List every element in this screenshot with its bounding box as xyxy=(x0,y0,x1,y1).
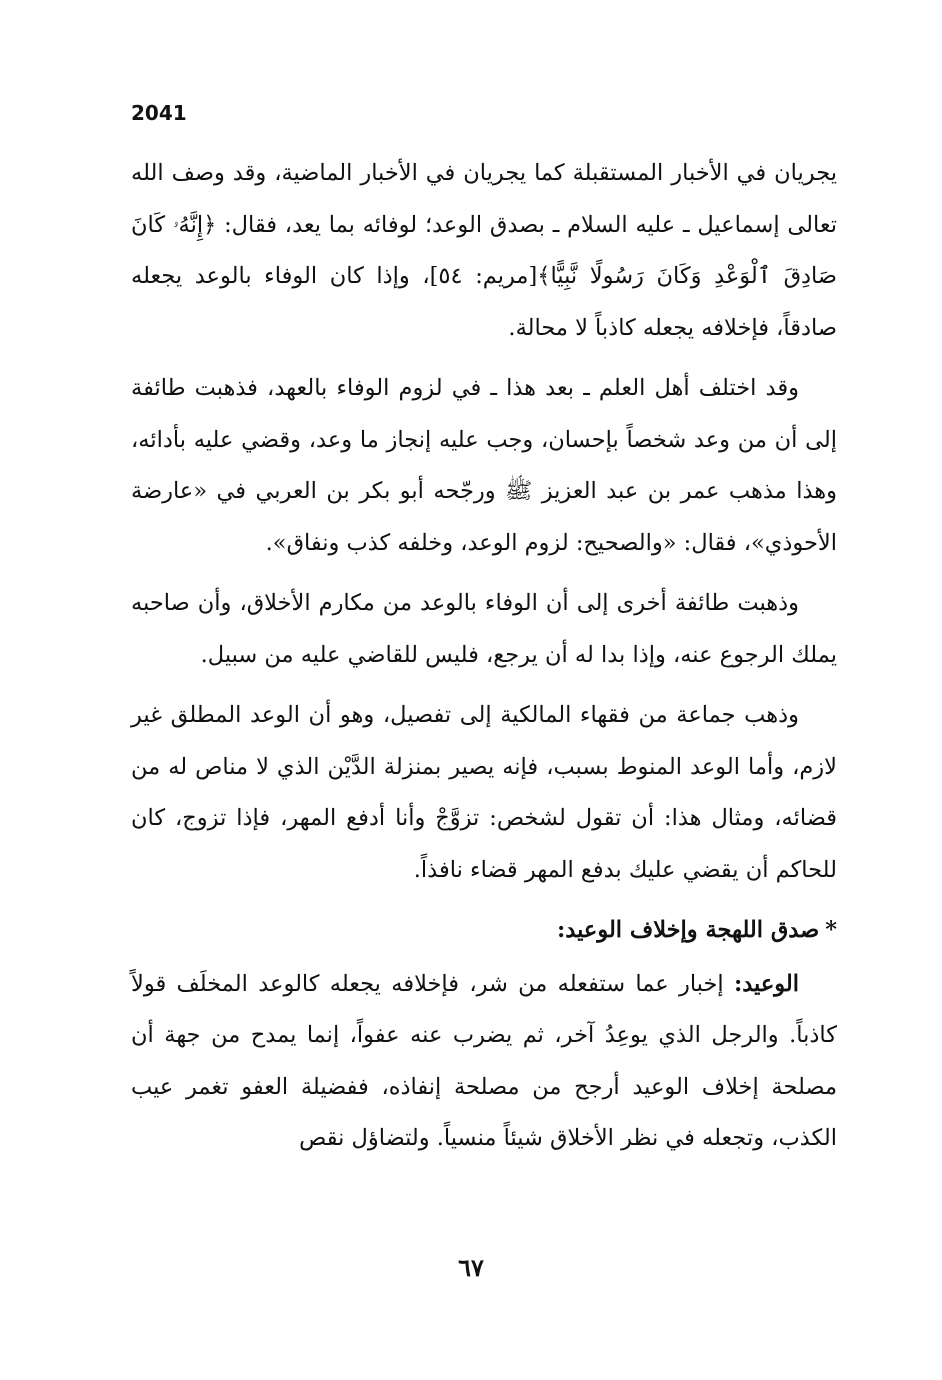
quran-verse: ﴿إِنَّهُۥ كَانَ صَادِقَ ٱلْوَعْدِ وَكَانَ رَسُولًا نَّبِيًّا﴾ xyxy=(131,211,838,289)
paragraph-1-text-before: يجريان في الأخبار المستقبلة كما يجريان في الأخبار الماضية، وقد وصف الله تعالى إسماعيل ـ عليه السلام ـ بصدق الوعد؛ لوفائه بما يعد، فقال: xyxy=(131,160,837,238)
page-id-number: 2041 xyxy=(131,101,187,125)
paragraph-1 xyxy=(131,148,837,354)
paragraph-2: وقد اختلف أهل العلم ـ بعد هذا ـ في لزوم الوفاء بالعهد، فذهبت طائفة إلى أن من وعد شخصاً بإحسان، وجب عليه إنجاز ما وعد، وقضي عليه بأدائه، وهذا مذهب عمر بن عبد العزيز ﷺ ورجّحه أبو بكر بن العربي في «عارضة الأحوذي»، فقال: «والصحيح: لزوم الوعد، وخلفه كذب ونفاق». xyxy=(131,375,837,556)
definition-text: إخبار عما ستفعله من شر، فإخلافه يجعله كالوعد المخلَف قولاً كاذباً. والرجل الذي يوعِدُ آخر، ثم يضرب عنه عفواً، إنما يمدح من جهة أن مصلحة إخلاف الوعيد أرجح من مصلحة إنفاذه، ففضيلة العفو تغمر عيب الكذب، وتجعله في نظر الأخلاق شيئاً منسياً. ولتضاؤل نقص xyxy=(131,970,837,1151)
page-body xyxy=(131,148,837,1174)
section-heading xyxy=(131,905,837,957)
page-number: ٦٧ xyxy=(458,1253,484,1282)
section-heading-title: صدق اللهجة وإخلاف الوعيد: xyxy=(556,917,820,943)
paragraph-5 xyxy=(131,959,837,1165)
definition-term: الوعيد: xyxy=(733,970,799,997)
paragraph-3: وذهبت طائفة أخرى إلى أن الوفاء بالوعد من مكارم الأخلاق، وأن صاحبه يملك الرجوع عنه، وإذا بدا له أن يرجع، فليس للقاضي عليه من سبيل. xyxy=(131,590,837,668)
asterisk-icon: * xyxy=(825,917,837,943)
paragraph-1-text-after: [مريم: ٥٤]، وإذا كان الوفاء بالوعد يجعله صادقاً، فإخلافه يجعله كاذباً لا محالة. xyxy=(131,263,837,341)
paragraph-4: وذهب جماعة من فقهاء المالكية إلى تفصيل، وهو أن الوعد المطلق غير لازم، وأما الوعد المنوط بسبب، فإنه يصير بمنزلة الدَّيْن الذي لا مناص له من قضائه، ومثال هذا: أن تقول لشخص: تزوَّجْ وأنا أدفع المهر، فإذا تزوج، كان للحاكم أن يقضي عليك بدفع المهر قضاء نافذاً. xyxy=(131,702,837,883)
